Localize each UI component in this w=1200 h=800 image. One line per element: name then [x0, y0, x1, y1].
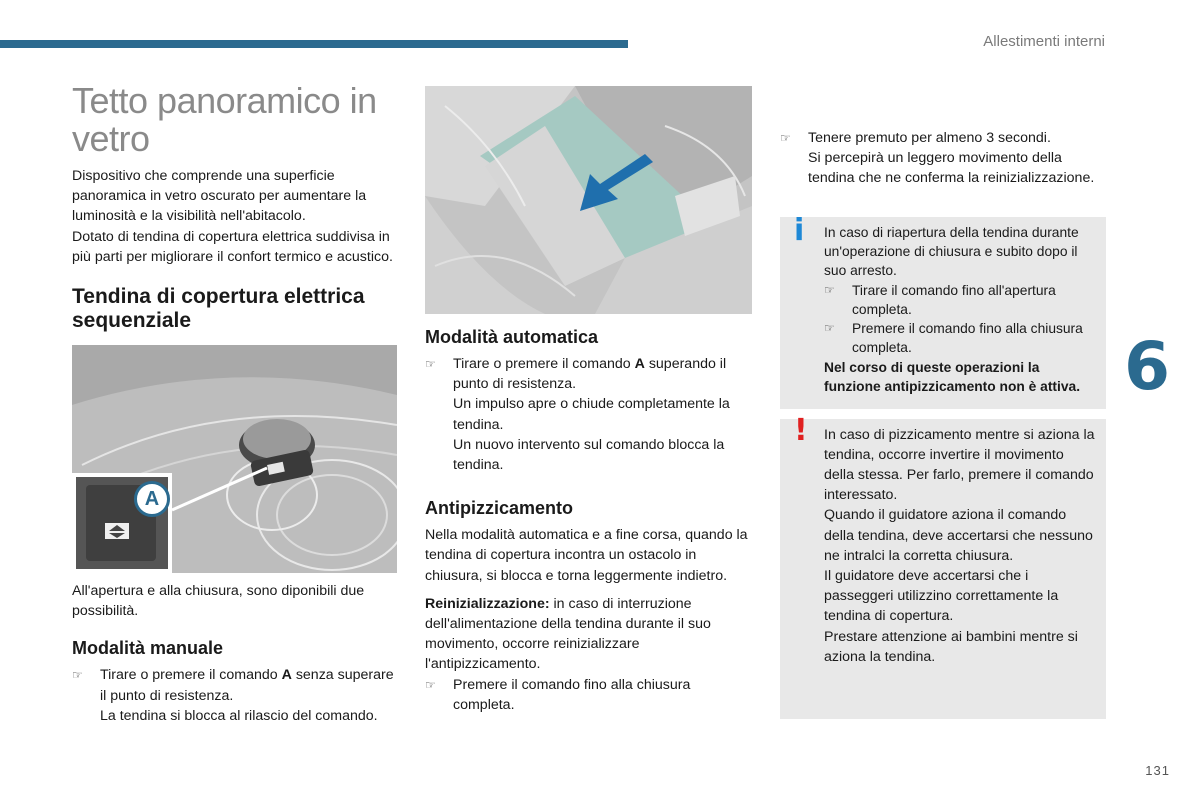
warning-paragraph-1: In caso di pizzicamento mentre si aziona la tendina, occorre invertire il movimento della stessa. Per farlo, premere il comando interessato. — [824, 426, 1095, 504]
page-number: 131 — [1145, 763, 1170, 778]
anti-pinch-title: Antipizzicamento — [425, 498, 574, 519]
info-bullet-2: ☞ Premere il comando fino alla chiusura completa. — [824, 321, 1083, 356]
hand-pointer-icon: ☞ — [824, 282, 835, 297]
reinit-bullet: ☞ Premere il comando fino alla chiusura completa. — [425, 676, 691, 713]
auto-mode-line-3: Un nuovo intervento sul comando blocca la tendina. — [453, 436, 725, 474]
column-middle — [425, 86, 755, 715]
info-box — [780, 212, 1106, 409]
hand-pointer-icon: ☞ — [780, 131, 791, 145]
chapter-number: 6 — [1124, 328, 1170, 405]
intro-paragraph-2: Dotato di tendina di copertura elettrica suddivisa in più parti per migliorare il confort termico e acustico. — [72, 228, 393, 265]
info-icon: i — [794, 212, 805, 248]
hold-bullet: ☞ Tenere premuto per almeno 3 secondi. Si percepirà un leggero movimento della tendina che ne conferma la reinizializzazione. — [780, 128, 1106, 189]
manual-mode-bullet: ☞ Tirare o premere il comando A senza superare il punto di resistenza. La tendina si blocca al rilascio del comando. — [72, 665, 397, 726]
auto-mode-bullet: ☞ Tirare o premere il comando A superando il punto di resistenza. Un impulso apre o chiude completamente la tendina. Un nuovo intervento sul comando blocca la tendina. — [425, 354, 755, 475]
warning-paragraph-3: Il guidatore deve accertarsi che i passeggeri utilizzino correttamente la tendina di copertura. — [824, 568, 1059, 625]
manual-mode-title: Modalità manuale — [72, 638, 224, 659]
hand-pointer-icon: ☞ — [72, 668, 83, 683]
switch-illustration — [72, 345, 397, 573]
hand-pointer-icon: ☞ — [425, 677, 436, 692]
anti-pinch-text: Nella modalità automatica e a fine corsa, quando la tendina di copertura incontra un ostacolo in chiusura, si blocca e torna leggermente indietro. — [425, 527, 748, 584]
manual-mode-line-2: La tendina si blocca al rilascio del comando. — [100, 707, 378, 724]
hold-bullet-cont: Si percepirà un leggero movimento della tendina che ne conferma la reinizializzazione. — [808, 150, 1095, 187]
intro-paragraph-1: Dispositivo che comprende una superficie panoramica in vetro oscurato per aumentare la luminosità e la visibilità nell'abitacolo. — [72, 168, 367, 225]
label-a: A — [144, 488, 160, 511]
info-bold-note: Nel corso di queste operazioni la funzione antipizzicamento non è attiva. — [824, 359, 1081, 394]
auto-mode-title: Modalità automatica — [425, 327, 599, 347]
warning-box — [780, 412, 1106, 719]
auto-mode-line-2: Un impulso apre o chiude completamente la tendina. — [453, 396, 730, 433]
header-bar — [0, 40, 628, 48]
figure-caption: All'apertura e alla chiusura, sono diponibili due possibilità. — [72, 583, 365, 620]
column-left — [72, 82, 397, 726]
label-a-badge — [134, 481, 170, 517]
info-bullet-1: ☞ Tirare il comando fino all'apertura completa. — [824, 282, 1056, 317]
page-title: Tetto panoramico in vetro — [72, 80, 377, 159]
reinit-text: Reinizializzazione: in caso di interruzione dell'alimentazione della tendina durante il suo movimento, occorre reinizializzare l'antipizzicamento. — [425, 595, 711, 673]
column-right — [780, 128, 1106, 719]
hand-pointer-icon: ☞ — [824, 321, 835, 336]
warning-paragraph-4: Prestare attenzione ai bambini mentre si aziona la tendina. — [824, 628, 1078, 665]
info-text: In caso di riapertura della tendina durante un'operazione di chiusura e subito dopo il suo arresto. — [824, 224, 1079, 279]
warning-icon: ! — [794, 412, 808, 448]
subtitle-sequential-blind: Tendina di copertura elettrica sequenziale — [72, 285, 365, 333]
panoramic-roof-illustration — [425, 86, 752, 314]
warning-paragraph-2: Quando il guidatore aziona il comando della tendina, deve accertarsi che nessuno ne intralci la corretta chiusura. — [824, 507, 1093, 564]
section-title: Allestimenti interni — [983, 33, 1105, 50]
hand-pointer-icon: ☞ — [425, 357, 436, 371]
